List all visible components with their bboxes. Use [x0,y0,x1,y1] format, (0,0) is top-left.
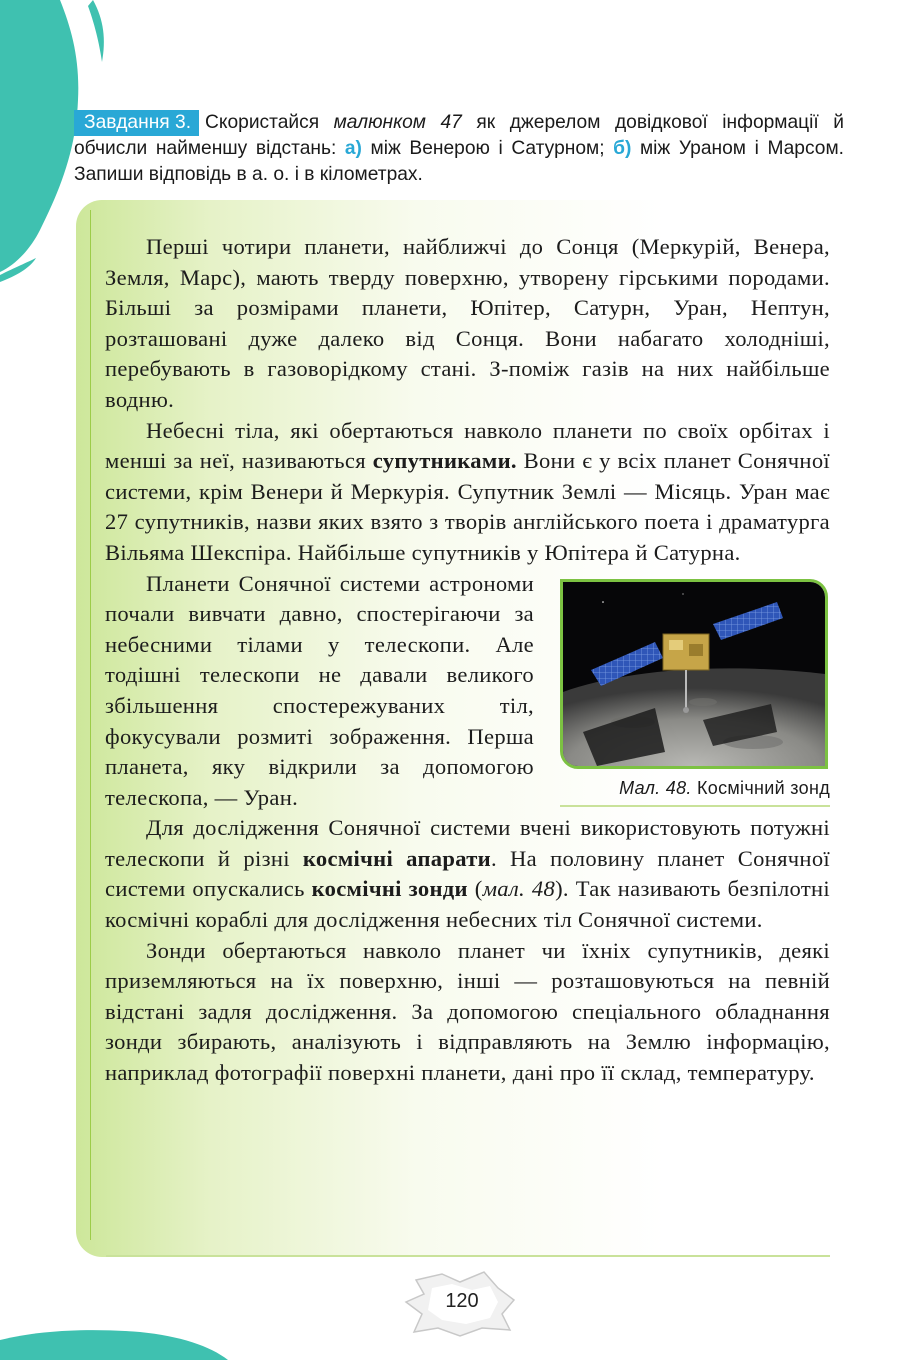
space-probe-photo [560,579,828,769]
term-bold: космічні зонди [311,876,468,902]
figure-reference: мал. 48 [482,876,556,902]
task-text-part: між Ураном і Марсом. Запиши відповідь в а. о. і в кілометрах. [74,138,844,185]
figure-caption [560,777,830,807]
panel-border-bottom [106,1255,830,1257]
paragraph [105,813,830,935]
term-bold: космічні апарати [302,845,491,871]
main-text [105,232,830,1089]
text-run: ). Так називають безпілотні космічні кораблі для дослідження небесних тіл Сонячної системи. [105,876,830,933]
task-block [74,110,844,188]
paragraph: Зонди обертаються навколо планет чи їхніх супутників, деякі приземляються на їх поверхню, інші — розташовуються на певній відстані задля дослідження. За допомогою спеціального обладнання зонди збирають, аналізують і відправляють на Землю інформацію, наприклад фотографії поверхні планети, дані про її склад, температуру. [105,937,830,1086]
task-text-part: між Венерою і Сатурном; [361,138,614,159]
text-run: Небесні тіла, які обертаються навколо планети по своїх орбітах і менші за неї, називаються [105,417,830,474]
task-reference: малюнком 47 [333,112,462,133]
term-bold: супутниками. [372,448,517,474]
bottom-corner-decoration [0,1280,240,1360]
paragraph: Перші чотири планети, найближчі до Сонця (Меркурій, Венера, Земля, Марс), мають тверду поверхню, утворену гірськими породами. Більші за розмірами планети, Юпітер, Сатурн, Уран, Нептун, розташовані дуже далеко від Сонця. Вони набагато холодніші, перебувають в газоворідкому стані. З-поміж газів на них найбільше водню. [105,234,830,412]
text-run: Вони є у всіх планет Сонячної системи, крім Венери й Меркурія. Супутник Землі — Місяць. Уран має 27 супутників, назви яких взято з творів англійського поета і драматурга Вільяма Шекспіра. Найбільше супутників у Юпітера й Сатурна. [105,448,830,565]
figure-48 [560,579,830,807]
page-number: 120 [445,1290,479,1312]
task-text-part: Скористайся [205,112,334,133]
paragraph [105,416,830,569]
task-mark-b: б) [613,138,632,159]
task-text-part: як джерелом довідкової інформації й обчисли найменшу відстань: [74,112,844,159]
figure-label: Мал. 48. [619,777,692,798]
panel-border-left [90,210,91,1240]
figure-caption-text: Космічний зонд [691,777,830,798]
paragraph: Планети Сонячної системи астрономи почали вивчати давно, спостерігаючи за небесними тілами у телескопи. Але тодішні телескопи не давали великого збільшення спостережуваних тіл, фокусували розмиті зображення. Перша планета, яку відкрили за допомогою телескопа, — Уран. [105,570,534,810]
text-run: . На половину планет Сонячної системи опускались [105,845,830,902]
text-run: Для дослідження Сонячної системи вчені використовують потужні телескопи й різні [105,815,830,871]
text-run: ( [467,876,483,902]
space-probe-image [563,582,825,766]
task-mark-a: а) [344,138,362,159]
task-badge: Завдання 3. [74,110,199,136]
